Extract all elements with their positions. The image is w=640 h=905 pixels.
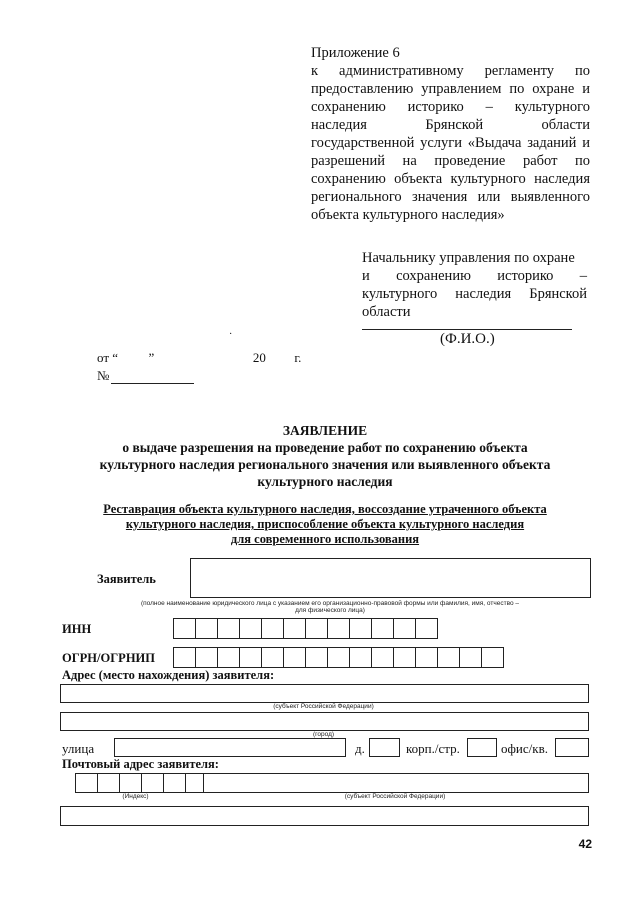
applicant-label: Заявитель bbox=[97, 572, 156, 586]
applicant-caption bbox=[90, 600, 570, 614]
inn-cell[interactable] bbox=[415, 618, 438, 639]
statement-title bbox=[80, 422, 570, 490]
fio-caption: (Ф.И.О.) bbox=[440, 331, 495, 347]
work-type bbox=[80, 502, 570, 547]
inn-cell[interactable] bbox=[393, 618, 416, 639]
inn-cell[interactable] bbox=[371, 618, 394, 639]
address-region-caption: (субъект Российской Федерации) bbox=[273, 703, 374, 710]
title-line: культурного наследия bbox=[257, 474, 393, 489]
ogrn-cell[interactable] bbox=[437, 647, 460, 668]
building-field[interactable] bbox=[467, 738, 497, 757]
ogrn-cell[interactable] bbox=[305, 647, 328, 668]
number-label: № bbox=[97, 368, 110, 383]
appendix-line: регионального значения или выявленного bbox=[311, 189, 590, 205]
inn-cell[interactable] bbox=[261, 618, 284, 639]
ogrn-cell[interactable] bbox=[393, 647, 416, 668]
building-label: корп./стр. bbox=[406, 741, 460, 756]
index-cell[interactable] bbox=[119, 773, 142, 793]
address-city-field[interactable] bbox=[60, 712, 589, 731]
date-prefix: от “ bbox=[97, 350, 119, 365]
index-cell[interactable] bbox=[163, 773, 186, 793]
index-cell[interactable] bbox=[141, 773, 164, 793]
work-type-line: культурного наследия, приспособление объекта культурного наследия bbox=[125, 517, 525, 531]
street-label: улица bbox=[62, 741, 95, 756]
addressee-line: и сохранению историко – bbox=[362, 268, 587, 284]
date-year: 20 bbox=[252, 350, 266, 365]
appendix-line: сохранению объекта культурного наследия bbox=[311, 171, 590, 187]
ogrn-cells[interactable] bbox=[173, 647, 503, 668]
appendix-line: предоставлению управлением по охране и bbox=[311, 81, 590, 97]
ogrn-cell[interactable] bbox=[261, 647, 284, 668]
appendix-header bbox=[311, 44, 590, 224]
addressee-line: Начальнику управления по охране bbox=[362, 250, 575, 266]
office-label: офис/кв. bbox=[501, 741, 548, 756]
ogrn-cell[interactable] bbox=[217, 647, 240, 668]
inn-cell[interactable] bbox=[195, 618, 218, 639]
postal-region-caption: (субъект Российской Федерации) bbox=[344, 793, 446, 800]
appendix-line: государственной услуги «Выдача заданий и bbox=[311, 135, 590, 151]
ogrn-cell[interactable] bbox=[239, 647, 262, 668]
applicant-caption-line: для физического лица) bbox=[295, 607, 365, 614]
house-label: д. bbox=[355, 741, 365, 756]
house-field[interactable] bbox=[369, 738, 400, 757]
date-row bbox=[97, 350, 301, 366]
ogrn-cell[interactable] bbox=[173, 647, 196, 668]
title-heading: ЗАЯВЛЕНИЕ bbox=[282, 423, 368, 438]
inn-cell[interactable] bbox=[349, 618, 372, 639]
inn-cell[interactable] bbox=[217, 618, 240, 639]
address-city-caption: (город) bbox=[312, 731, 335, 738]
work-type-line: Реставрация объекта культурного наследия, воссоздание утраченного объекта bbox=[103, 502, 547, 516]
ogrn-cell[interactable] bbox=[195, 647, 218, 668]
applicant-field[interactable] bbox=[190, 558, 591, 598]
addressee-block bbox=[362, 249, 587, 321]
title-line: культурного наследия регионального значения или выявленного объекта bbox=[99, 457, 551, 472]
postal-region-field[interactable] bbox=[203, 773, 589, 793]
page-number: 42 bbox=[578, 837, 592, 851]
date-quote-close: ” bbox=[148, 350, 155, 365]
appendix-line: к административному регламенту по bbox=[311, 63, 590, 79]
index-cell[interactable] bbox=[75, 773, 98, 793]
number-field[interactable] bbox=[111, 370, 194, 384]
inn-cell[interactable] bbox=[173, 618, 196, 639]
ogrn-cell[interactable] bbox=[327, 647, 350, 668]
ogrn-cell[interactable] bbox=[371, 647, 394, 668]
title-line: о выдаче разрешения на проведение работ по сохранению объекта bbox=[122, 440, 528, 455]
ogrn-cell[interactable] bbox=[415, 647, 438, 668]
inn-cell[interactable] bbox=[305, 618, 328, 639]
inn-label: ИНН bbox=[62, 622, 92, 636]
ogrn-cell[interactable] bbox=[481, 647, 504, 668]
inn-cell[interactable] bbox=[327, 618, 350, 639]
inn-cell[interactable] bbox=[283, 618, 306, 639]
index-cell[interactable] bbox=[97, 773, 120, 793]
ogrn-cell[interactable] bbox=[349, 647, 372, 668]
number-row bbox=[97, 368, 194, 384]
signature-line[interactable] bbox=[362, 329, 572, 330]
office-field[interactable] bbox=[555, 738, 589, 757]
address-region-field[interactable] bbox=[60, 684, 589, 703]
addressee-line: области bbox=[362, 304, 411, 320]
postal-line-field[interactable] bbox=[60, 806, 589, 826]
inn-cell[interactable] bbox=[239, 618, 262, 639]
postal-label: Почтовый адрес заявителя: bbox=[62, 757, 219, 771]
postal-index-caption: (Индекс) bbox=[122, 793, 149, 800]
applicant-caption-line: (полное наименование юридического лица с указанием его организационно-правовой формы или фамилия, имя, отчество – bbox=[140, 600, 519, 607]
ogrn-cell[interactable] bbox=[459, 647, 482, 668]
appendix-line: сохранению историко – культурного bbox=[311, 99, 590, 115]
appendix-line: наследия Брянской области bbox=[311, 117, 590, 133]
appendix-line: объекта культурного наследия» bbox=[311, 207, 505, 223]
stray-mark: · bbox=[229, 329, 233, 340]
date-year-suffix: г. bbox=[294, 350, 302, 365]
appendix-line: разрешений на проведение работ по bbox=[311, 153, 590, 169]
appendix-line: Приложение 6 bbox=[311, 45, 400, 61]
postal-index-cells[interactable] bbox=[75, 773, 207, 793]
address-label: Адрес (место нахождения) заявителя: bbox=[62, 668, 275, 682]
street-field[interactable] bbox=[114, 738, 346, 757]
work-type-line: для современного использования bbox=[230, 532, 420, 546]
ogrn-label: ОГРН/ОГРНИП bbox=[62, 651, 155, 665]
addressee-line: культурного наследия Брянской bbox=[362, 286, 587, 302]
ogrn-cell[interactable] bbox=[283, 647, 306, 668]
inn-cells[interactable] bbox=[173, 618, 437, 639]
